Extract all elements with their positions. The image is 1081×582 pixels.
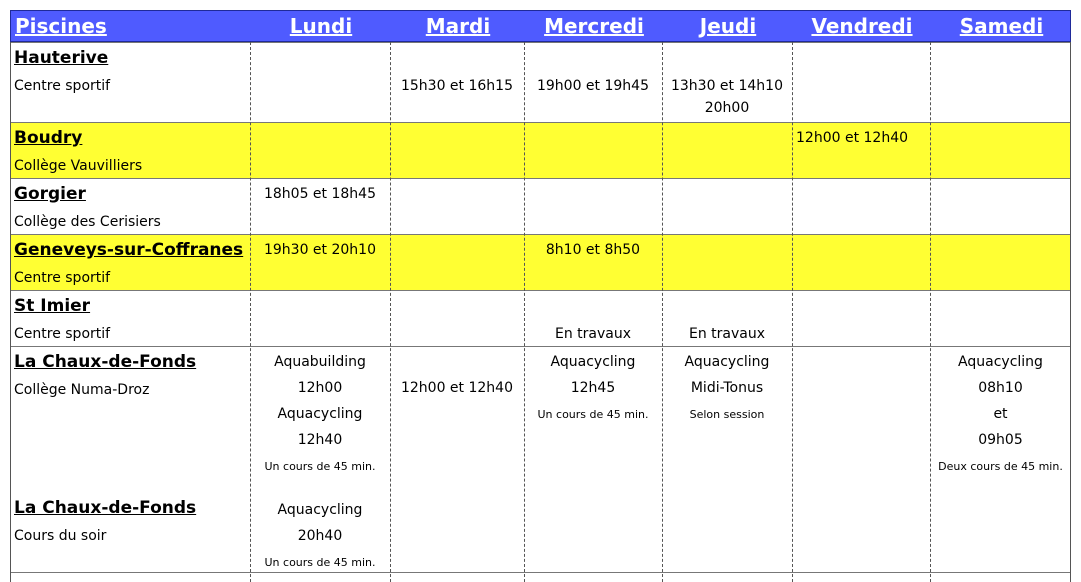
pool-place-boudry: Collège Vauvilliers: [14, 158, 143, 174]
hauterive-mercredi: 19h00 et 19h45: [536, 78, 649, 94]
grid-border-right: [1070, 42, 1071, 582]
row-boudry-bg: [10, 122, 1071, 178]
chaux-samedi-line: Aquacycling: [958, 354, 1043, 370]
chauxsoir-lundi-note: Un cours de 45 min.: [264, 556, 376, 569]
header-piscines: Piscines: [15, 14, 107, 38]
chaux-lundi-line: Aquacycling: [277, 406, 363, 422]
header-vendredi: Vendredi: [811, 14, 913, 38]
header-samedi: Samedi: [959, 14, 1044, 38]
pool-place-gorgier: Collège des Cerisiers: [14, 214, 161, 230]
pool-place-stimier: Centre sportif: [14, 326, 111, 342]
gorgier-lundi: 18h05 et 18h45: [263, 186, 376, 202]
chaux-jeudi-note: Selon session: [689, 408, 765, 421]
pool-name-boudry: Boudry: [14, 128, 83, 148]
row-divider: [10, 572, 1071, 573]
pool-place-geneveys: Centre sportif: [14, 270, 111, 286]
row-divider: [10, 346, 1071, 347]
pool-name-hauterive: Hauterive: [14, 48, 109, 68]
pool-name-chauxsoir: La Chaux-de-Fonds: [14, 498, 197, 518]
row-divider: [10, 42, 1071, 43]
col-divider: [390, 42, 391, 582]
hauterive-mardi: 15h30 et 16h15: [400, 78, 513, 94]
chaux-lundi-note: Un cours de 45 min.: [264, 460, 376, 473]
header-jeudi: Jeudi: [699, 14, 757, 38]
chaux-mercredi-note: Un cours de 45 min.: [537, 408, 649, 421]
hauterive-jeudi-1: 13h30 et 14h10: [670, 78, 783, 94]
row-divider: [10, 234, 1071, 235]
chaux-mercredi-line: Aquacycling: [550, 354, 636, 370]
pool-place-chauxdefonds: Collège Numa-Droz: [14, 382, 150, 398]
chaux-lundi-line: 12h40: [297, 432, 343, 448]
schedule-grid: [10, 42, 1071, 582]
grid-border-left: [10, 42, 11, 582]
col-divider: [250, 42, 251, 582]
col-divider: [792, 42, 793, 582]
chaux-samedi-note: Deux cours de 45 min.: [938, 460, 1063, 473]
chaux-jeudi-line: Aquacycling: [684, 354, 770, 370]
row-divider: [10, 122, 1071, 123]
col-divider: [662, 42, 663, 582]
chaux-samedi-line: et: [993, 406, 1008, 422]
chaux-mardi: 12h00 et 12h40: [400, 380, 513, 396]
pool-place-chauxsoir: Cours du soir: [14, 528, 107, 544]
chaux-mercredi-line: 12h45: [570, 380, 616, 396]
header-mercredi: Mercredi: [544, 14, 644, 38]
chauxsoir-lundi-line: 20h40: [297, 528, 343, 544]
pool-name-gorgier: Gorgier: [14, 184, 86, 204]
geneveys-mercredi: 8h10 et 8h50: [545, 242, 641, 258]
chaux-samedi-line: 09h05: [978, 432, 1023, 448]
chauxsoir-lundi-line: Aquacycling: [277, 502, 363, 518]
geneveys-lundi: 19h30 et 20h10: [263, 242, 376, 258]
hauterive-jeudi-2: 20h00: [704, 100, 750, 116]
col-divider: [930, 42, 931, 582]
chaux-samedi-line: 08h10: [978, 380, 1023, 396]
col-divider: [524, 42, 525, 582]
chaux-lundi-line: Aquabuilding: [274, 354, 366, 370]
stimier-mercredi: En travaux: [554, 326, 631, 342]
stimier-jeudi: En travaux: [688, 326, 765, 342]
header-mardi: Mardi: [425, 14, 491, 38]
pool-name-chauxdefonds: La Chaux-de-Fonds: [14, 352, 197, 372]
pool-place-hauterive: Centre sportif: [14, 78, 111, 94]
row-divider: [10, 178, 1071, 179]
chaux-lundi-line: 12h00: [297, 380, 343, 396]
schedule-header: [10, 10, 1071, 42]
boudry-vendredi: 12h00 et 12h40: [796, 130, 909, 146]
header-lundi: Lundi: [289, 14, 353, 38]
pool-name-geneveys: Geneveys-sur-Coffranes: [14, 240, 244, 260]
chaux-jeudi-line: Midi-Tonus: [690, 380, 764, 396]
row-divider: [10, 290, 1071, 291]
pool-name-stimier: St Imier: [14, 296, 91, 316]
